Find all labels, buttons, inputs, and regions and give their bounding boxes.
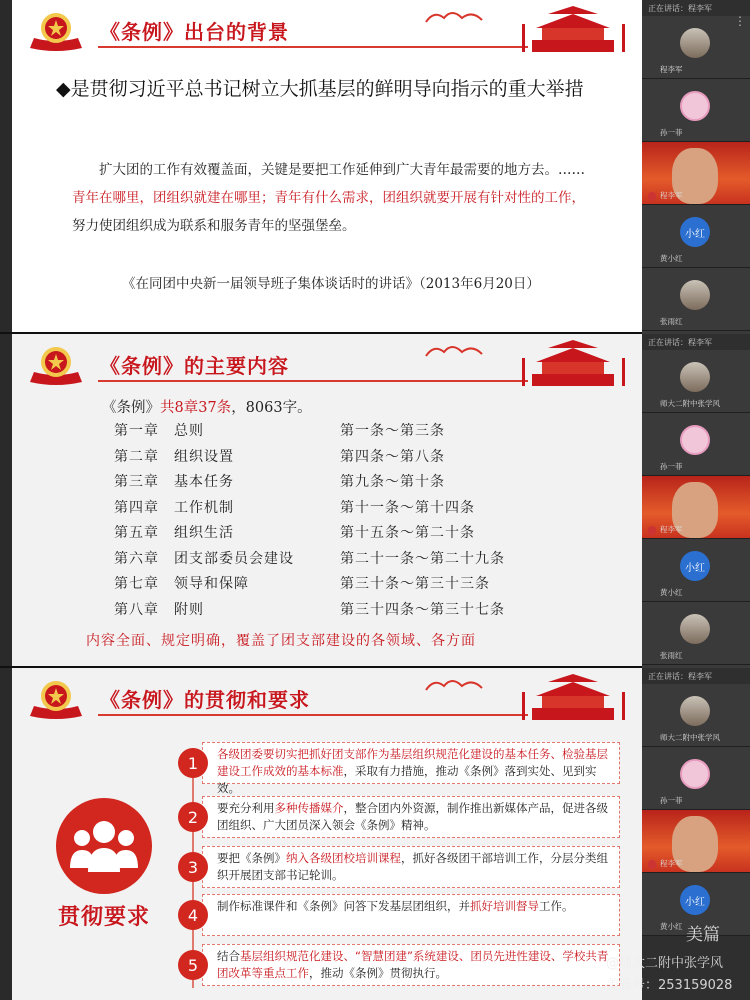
requirement-highlight: 各级团委要切实把抓好团支部作为基层组织规范化建设的基本任务、检验基层建设工作成效的基本标准 — [217, 747, 608, 778]
watermark-author: @师大二附中张学风 — [606, 956, 724, 971]
regulation-summary — [102, 396, 312, 417]
participant-name: 张雨红 — [660, 651, 683, 660]
screen-panel-2 — [0, 334, 750, 666]
item-number: 4 — [178, 900, 208, 930]
participant-name: 孙一菲 — [660, 462, 683, 471]
participant-name: 程李军 — [660, 191, 683, 200]
participant-name: 黄小红 — [660, 922, 683, 931]
participant-name: 程李军 — [660, 65, 683, 74]
speaking-indicator: 正在讲话：程李军 — [648, 338, 712, 347]
chapter-row — [114, 548, 534, 574]
slide-background — [12, 0, 642, 332]
slide-title: 《条例》出台的背景 — [100, 20, 289, 44]
chapter-number: 第四章 — [114, 499, 159, 516]
item-number: 5 — [178, 950, 208, 980]
requirement-text — [202, 944, 620, 986]
participant-name: 黄小红 — [660, 254, 683, 263]
participant-name: 孙一菲 — [660, 128, 683, 137]
mic-icon — [648, 192, 656, 201]
chapter-number: 第八章 — [114, 601, 159, 618]
intro-text: 《条例》 — [102, 400, 160, 416]
title-underline — [98, 380, 528, 382]
speech-citation: 《在同团中央新一届领导班子集体谈话时的讲话》（2013年6月20日） — [122, 276, 540, 292]
participant-tile[interactable] — [642, 602, 750, 665]
screen-panel-1 — [0, 0, 750, 332]
chapter-row — [114, 446, 534, 472]
slide-background — [12, 334, 642, 666]
requirement-body: 要把《条例》 — [217, 851, 286, 865]
chapter-articles: 第四条～第八条 — [340, 448, 445, 465]
avatar — [680, 362, 710, 392]
quote-text-end: 努力使团组织成为联系和服务青年的坚强堡垒。 — [72, 218, 356, 234]
more-icon[interactable]: ⋮ — [734, 14, 746, 28]
chapter-number: 第七章 — [114, 576, 159, 592]
requirement-text — [202, 846, 620, 888]
chapter-number: 第二章 — [114, 448, 159, 465]
participant-tile[interactable] — [642, 684, 750, 747]
participant-tile[interactable] — [642, 747, 750, 810]
participant-sidebar — [642, 0, 750, 332]
quote-text: 扩大团的工作有效覆盖面，关键是要把工作延伸到广大青年最需要的地方去。…… — [99, 162, 585, 178]
youth-league-logo-icon — [24, 342, 88, 390]
participant-name: 孙一菲 — [660, 796, 683, 805]
chapter-number: 第一章 — [114, 423, 159, 439]
participant-sidebar — [642, 334, 750, 666]
content-summary: 内容全面、规定明确，覆盖了团支部建设的各领域、各方面 — [86, 633, 476, 649]
requirement-body: 制作标准课件和《条例》问答下发基层团组织，并 — [217, 899, 470, 913]
chapter-name: 组织设置 — [174, 448, 234, 465]
participant-name: 黄小红 — [660, 588, 683, 597]
chapter-row — [114, 471, 534, 497]
chapter-name: 工作机制 — [174, 499, 234, 516]
avatar — [680, 425, 710, 455]
chapter-articles: 第三十条～第三十三条 — [340, 576, 490, 592]
group-people-icon — [56, 798, 152, 894]
chapter-row — [114, 497, 534, 523]
cloud-ornament-icon — [422, 674, 492, 696]
avatar: 小红 — [680, 551, 710, 581]
requirement-text — [202, 742, 620, 795]
participant-tile[interactable] — [642, 268, 750, 331]
screen-panel-3 — [0, 668, 750, 1000]
avatar — [680, 91, 710, 121]
speaking-indicator: 正在讲话：程李军 — [648, 4, 712, 13]
chapter-articles: 第十五条～第二十条 — [340, 525, 475, 541]
participant-tile[interactable] — [642, 413, 750, 476]
cloud-ornament-icon — [422, 340, 492, 362]
item-number: 3 — [178, 852, 208, 882]
participant-tile[interactable] — [642, 350, 750, 413]
chapter-articles: 第九条～第十条 — [340, 474, 445, 490]
participant-tile[interactable] — [642, 16, 750, 79]
chapter-row — [114, 599, 534, 625]
requirement-body: ，整合团内外资源，制作推出新媒体产品，促进各级团组织、广大团员深入领会《条例》精神。 — [217, 801, 608, 832]
item-number: 1 — [178, 748, 208, 778]
tiananmen-gate-icon — [518, 4, 628, 54]
slide-background — [12, 668, 642, 1000]
chapter-name: 基本任务 — [174, 474, 234, 490]
slide-title: 《条例》的贯彻和要求 — [100, 688, 310, 712]
requirement-highlight: 纳入各级团校培训课程 — [286, 851, 401, 865]
chapter-name: 附则 — [174, 601, 204, 618]
youth-league-logo-icon — [24, 8, 88, 56]
requirement-text — [202, 894, 620, 936]
mic-icon — [648, 860, 656, 869]
intro-text-end: ，8063字。 — [231, 400, 312, 416]
requirement-item — [178, 742, 630, 795]
participant-tile[interactable] — [642, 205, 750, 268]
chapter-articles: 第三十四条～第三十七条 — [340, 601, 505, 618]
title-underline — [98, 46, 528, 48]
chapter-name: 领导和保障 — [174, 576, 249, 592]
chapter-number: 第五章 — [114, 525, 159, 541]
requirement-text — [202, 796, 620, 838]
chapter-articles: 第一条～第三条 — [340, 423, 445, 439]
chapter-number: 第三章 — [114, 474, 159, 490]
participant-name: 师大二附中张学风 — [660, 733, 720, 742]
participant-sidebar — [642, 668, 750, 1000]
avatar — [680, 280, 710, 310]
chapter-articles: 第二十一条～第二十九条 — [340, 550, 505, 567]
participant-name: 师大二附中张学风 — [660, 399, 720, 408]
avatar — [680, 759, 710, 789]
requirement-body: 工作。 — [539, 899, 574, 913]
headline: ◆是贯彻习近平总书记树立大抓基层的鲜明导向指示的重大举措 — [56, 78, 584, 100]
chapter-table — [114, 420, 534, 624]
speech-quote — [72, 156, 592, 240]
tiananmen-gate-icon — [518, 338, 628, 388]
participant-tile[interactable] — [642, 79, 750, 142]
quote-highlight: 青年在哪里，团组织就建在哪里；青年有什么需求，团组织就要开展有针对性的工作， — [72, 190, 585, 206]
requirement-item — [178, 846, 630, 888]
participant-video-tile[interactable] — [642, 142, 750, 205]
item-number: 2 — [178, 802, 208, 832]
chapter-articles: 第十一条～第十四条 — [340, 499, 475, 516]
youth-league-logo-icon — [24, 676, 88, 724]
participant-video-tile[interactable] — [642, 476, 750, 539]
requirement-item — [178, 894, 630, 936]
requirement-body: 结合 — [217, 949, 240, 963]
participant-tile[interactable] — [642, 539, 750, 602]
slide-title: 《条例》的主要内容 — [100, 354, 289, 378]
requirement-body: ，推动《条例》贯彻执行。 — [309, 966, 447, 980]
chapter-name: 团支部委员会建设 — [174, 550, 294, 567]
watermark-brand: 美篇 — [686, 925, 720, 945]
chapter-row — [114, 573, 534, 599]
requirement-item — [178, 796, 630, 838]
tiananmen-gate-icon — [518, 672, 628, 722]
requirement-highlight: 基层组织规范化建设、“智慧团建”系统建设、团员先进性建设、学校共青团改革等重点工作 — [217, 949, 609, 980]
participant-name: 程李军 — [660, 525, 683, 534]
chapter-number: 第六章 — [114, 550, 159, 567]
requirement-highlight: 多种传播媒介 — [274, 801, 344, 815]
requirement-body: ，采取有力措施，推动《条例》落到实处、见到实效。 — [217, 764, 597, 795]
avatar — [680, 614, 710, 644]
requirement-body: ，抓好各级团干部培训工作，分层分类组织开展团支部书记轮训。 — [217, 851, 608, 882]
requirement-body: 要充分利用 — [217, 801, 275, 815]
requirements-label: 贯彻要求 — [57, 905, 150, 930]
participant-video-tile[interactable] — [642, 810, 750, 873]
avatar — [680, 696, 710, 726]
chapter-name: 总则 — [174, 423, 204, 439]
cloud-ornament-icon — [422, 6, 492, 28]
chapter-name: 组织生活 — [174, 525, 234, 541]
requirement-item — [178, 944, 630, 986]
watermark-id: 美篇号：253159028 — [606, 978, 733, 993]
avatar — [680, 28, 710, 58]
requirement-highlight: 抓好培训督导 — [470, 899, 539, 913]
title-underline — [98, 714, 528, 716]
avatar: 小红 — [680, 885, 710, 915]
chapter-row — [114, 420, 534, 446]
mic-icon — [648, 526, 656, 535]
participant-name: 张雨红 — [660, 317, 683, 326]
avatar: 小红 — [680, 217, 710, 247]
chapter-row — [114, 522, 534, 548]
speaking-indicator: 正在讲话：程李军 — [648, 672, 712, 681]
intro-highlight: 共8章37条 — [160, 400, 232, 416]
participant-name: 程李军 — [660, 859, 683, 868]
